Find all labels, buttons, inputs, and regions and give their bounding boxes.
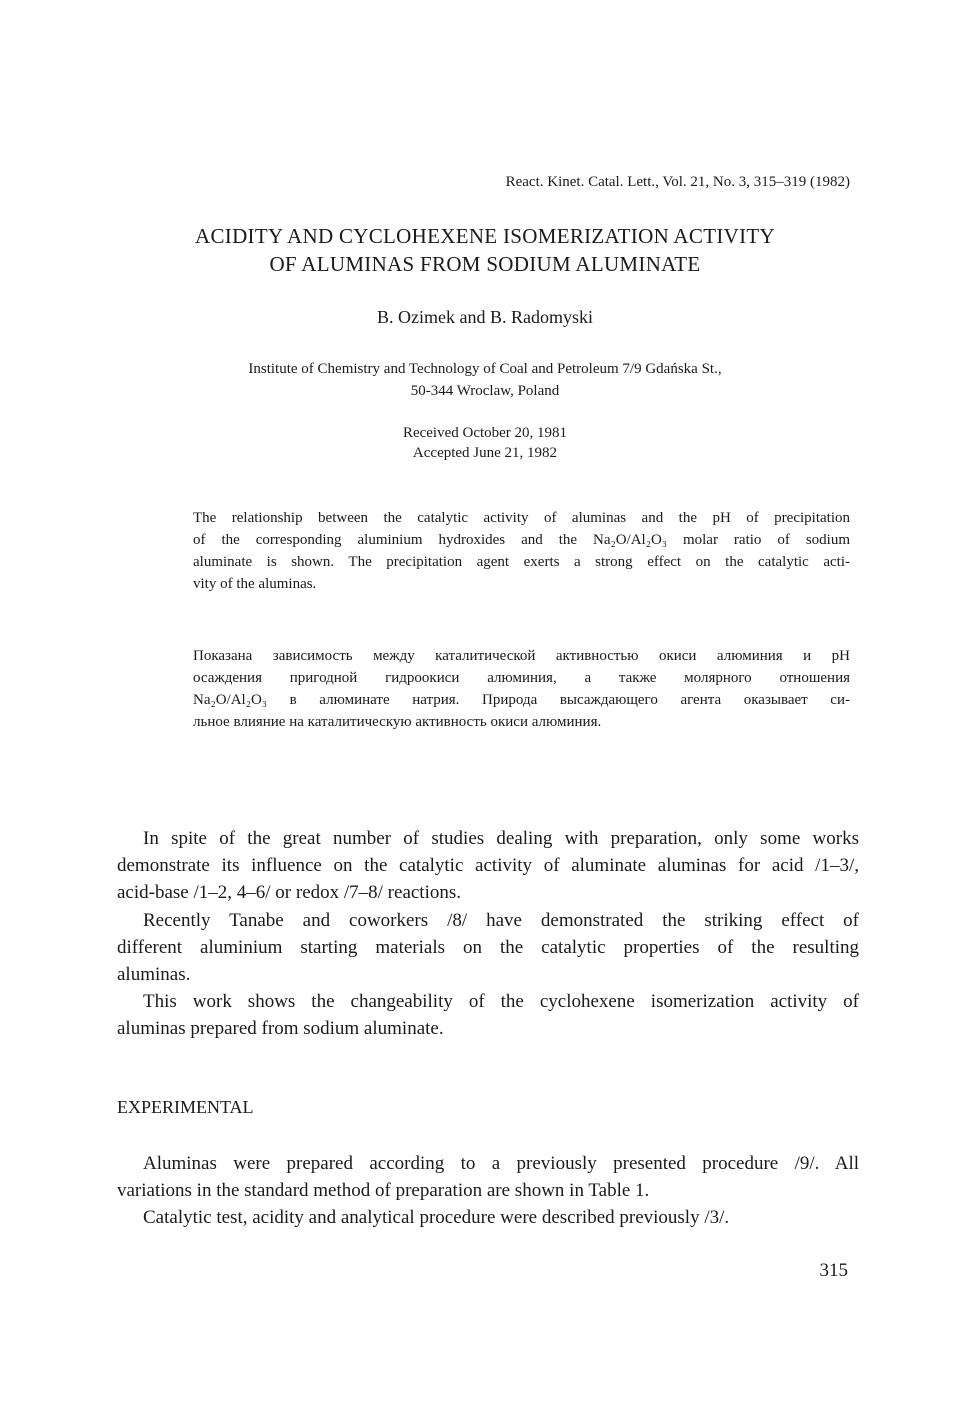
journal-citation: React. Kinet. Catal. Lett., Vol. 21, No. 3, 315–319 (1982) xyxy=(505,174,850,190)
abstract-line: of the corresponding aluminium hydroxides and the Na₂O/Al₂O₃ molar ratio of sodium xyxy=(193,532,850,548)
text-line: Aluminas were prepared according to a previously presented procedure /9/. All xyxy=(143,1153,859,1174)
text-line: Recently Tanabe and coworkers /8/ have demonstrated the striking effect of xyxy=(143,910,859,931)
affiliation-line: Institute of Chemistry and Technology of Coal and Petroleum 7/9 Gdańska St., xyxy=(248,361,722,377)
paragraph-methods xyxy=(117,1204,859,1231)
text-line: This work shows the changeability of the cyclohexene isomerization activity of xyxy=(143,991,859,1012)
text-line: aluminas prepared from sodium aluminate. xyxy=(117,1018,444,1039)
abstract-line: aluminate is shown. The precipitation agent exerts a strong effect on the catalytic acti- xyxy=(193,554,850,570)
text-line: different aluminium starting materials on the catalytic properties of the resulting xyxy=(117,937,859,958)
abstract-line: Na₂O/Al₂O₃ в алюминате натрия. Природа высаждающего агента оказывает си- xyxy=(193,692,850,708)
abstract-english xyxy=(193,507,850,595)
abstract-line: осаждения пригодной гидроокиси алюминия, а также молярного отношения xyxy=(193,670,850,686)
paragraph-intro xyxy=(117,825,859,906)
page-number: 315 xyxy=(819,1260,848,1281)
text-line: aluminas. xyxy=(117,964,191,985)
paper-title xyxy=(100,222,870,278)
abstract-line: The relationship between the catalytic activity of aluminas and the pH of precipitation xyxy=(193,510,850,526)
abstract-line: льное влияние на каталитическую активность окиси алюминия. xyxy=(193,714,602,730)
dates xyxy=(100,423,870,463)
received-date: Received October 20, 1981 xyxy=(402,425,568,441)
text-line: variations in the standard method of preparation are shown in Table 1. xyxy=(117,1180,650,1201)
paragraph-tanabe xyxy=(117,907,859,988)
authors: B. Ozimek and B. Radomyski xyxy=(377,307,593,327)
text-line: Catalytic test, acidity and analytical procedure were described previously /3/. xyxy=(143,1207,730,1228)
text-line: demonstrate its influence on the catalytic activity of aluminate aluminas for acid /1–3/, xyxy=(117,855,859,876)
text-line: acid-base /1–2, 4–6/ or redox /7–8/ reactions. xyxy=(117,882,462,903)
title-line: ACIDITY AND CYCLOHEXENE ISOMERIZATION ACTIVITY xyxy=(195,224,775,248)
section-heading: EXPERIMENTAL xyxy=(117,1097,254,1117)
accepted-date: Accepted June 21, 1982 xyxy=(412,445,558,461)
affiliation-line: 50-344 Wroclaw, Poland xyxy=(410,383,560,399)
abstract-line: vity of the aluminas. xyxy=(193,576,317,592)
paragraph-aim xyxy=(117,988,859,1042)
text-line: In spite of the great number of studies dealing with preparation, only some works xyxy=(143,828,859,849)
paragraph-preparation xyxy=(117,1150,859,1204)
abstract-line: Показана зависимость между каталитической активностью окиси алюминия и pH xyxy=(193,648,850,664)
affiliation xyxy=(100,358,870,402)
title-line: OF ALUMINAS FROM SODIUM ALUMINATE xyxy=(269,252,701,276)
abstract-russian xyxy=(193,645,850,733)
